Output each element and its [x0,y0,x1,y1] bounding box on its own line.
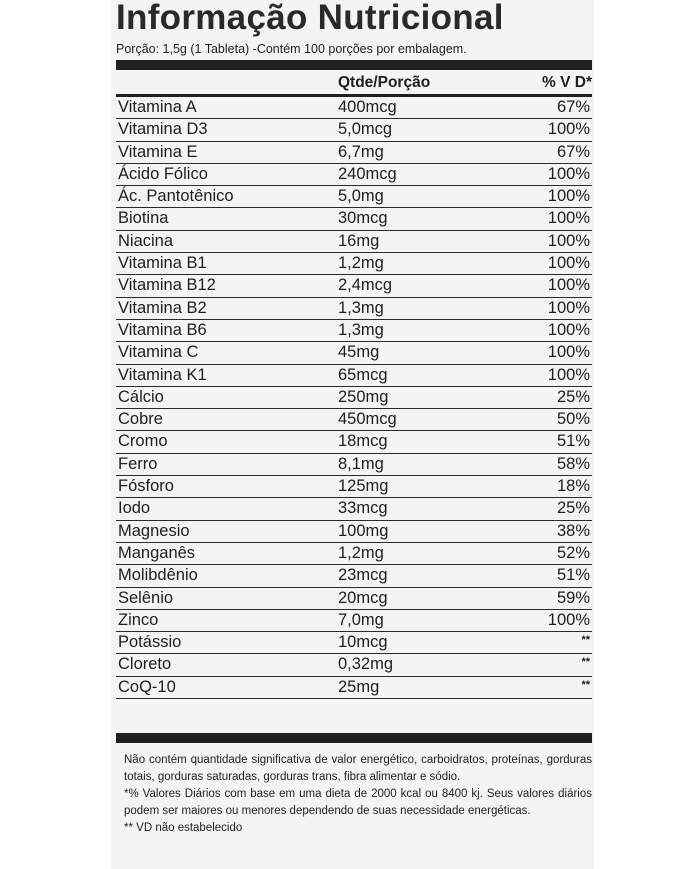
table-row [116,342,592,364]
nutrient-amount: 30mcg [338,209,388,228]
table-row [116,454,592,476]
nutrient-dv: 100% [547,320,590,339]
nutrient-amount: 240mcg [338,164,397,183]
top-divider [116,60,592,70]
nutrient-dv: 100% [547,298,590,317]
table-row [116,119,592,141]
footer-note-not-established: ** VD não estabelecido [124,822,243,834]
nutrient-dv: 25% [556,387,590,406]
nutrient-dv: 100% [547,209,590,228]
nutrient-dv: 100% [547,365,590,384]
nutrient-name: Vitamina B2 [118,298,207,317]
nutrient-dv: 100% [547,164,590,183]
nutrient-dv: 51% [556,566,590,585]
table-row [116,543,592,565]
nutrient-dv: ** [581,656,590,669]
nutrient-amount: 18mcg [338,432,388,451]
nutrient-amount: 2,4mcg [338,276,393,295]
table-row [116,387,592,409]
nutrient-amount: 65mcg [338,365,388,384]
nutrient-amount: 23mcg [338,566,388,585]
table-row [116,476,592,498]
nutrient-name: Vitamina D3 [118,120,208,139]
nutrient-name: Zinco [118,610,159,629]
nutrient-name: Iodo [118,499,151,518]
footer-note-daily-values: *% Valores Diários com base em uma dieta de 2000 kcal ou 8400 kj. Seus valores diários podem ser maiores ou menores dependendo de suas necessidade energéticas. [124,788,592,817]
nutrient-name: Molibdênio [118,566,198,585]
nutrient-dv: 100% [547,254,590,273]
nutrient-amount: 45mg [338,343,380,362]
table-header [116,71,592,97]
nutrient-name: Manganês [118,543,196,562]
nutrient-name: Cálcio [118,387,164,406]
nutrient-dv: 38% [556,521,590,540]
dv-column-header: % V D* [542,74,592,91]
nutrient-name: Niacina [118,231,174,250]
table-row [116,164,592,186]
nutrient-name: Vitamina E [118,142,198,161]
table-row [116,431,592,453]
nutrient-amount: 33mcg [338,499,388,518]
nutrient-amount: 125mg [338,477,389,496]
nutrient-table [116,97,592,699]
nutrient-amount: 5,0mg [338,187,384,206]
table-row [116,298,592,320]
nutrient-name: Vitamina A [118,98,197,116]
table-row [116,365,592,387]
nutrient-amount: 250mg [338,387,389,406]
nutrient-name: Vitamina B1 [118,254,207,273]
table-row [116,186,592,208]
table-row [116,588,592,610]
nutrient-dv: 67% [556,98,590,116]
nutrient-name: Potássio [118,633,182,652]
table-row [116,231,592,253]
nutrient-dv: 52% [556,543,590,562]
nutrient-name: Ác. Pantotênico [118,187,234,206]
nutrient-name: Cromo [118,432,168,451]
nutrient-name: Cobre [118,410,163,429]
table-row [116,654,592,676]
bottom-divider [116,733,592,743]
nutrient-name: Vitamina B12 [118,276,216,295]
nutrient-dv: 67% [556,142,590,161]
nutrient-name: Biotina [118,209,169,228]
nutrient-dv: 51% [556,432,590,451]
nutrient-amount: 7,0mg [338,610,384,629]
nutrient-amount: 1,2mg [338,254,384,273]
table-row [116,97,592,119]
nutrient-amount: 6,7mg [338,142,384,161]
nutrient-dv: 59% [556,588,590,607]
nutrient-amount: 1,3mg [338,298,384,317]
nutrient-name: Fósforo [118,477,174,496]
nutrient-dv: 100% [547,187,590,206]
nutrient-dv: 100% [547,120,590,139]
nutrient-name: Cloreto [118,655,172,674]
nutrient-name: Ferro [118,454,158,473]
nutrient-dv: 58% [556,454,590,473]
table-row [116,320,592,342]
nutrient-dv: 50% [556,410,590,429]
nutrient-dv: 100% [547,231,590,250]
table-row [116,253,592,275]
footer-note-not-significant: Não contém quantidade significativa de valor energético, carboidratos, proteínas, gorduras totais, gorduras saturadas, gorduras trans, fibra alimentar e sódio. [124,754,592,783]
nutrient-dv: 100% [547,276,590,295]
nutrient-amount: 450mcg [338,410,397,429]
table-row [116,610,592,632]
nutrient-dv: 100% [547,343,590,362]
label-title: Informação Nutricional [116,0,504,37]
footer-notes [124,752,592,837]
nutrient-name: CoQ-10 [118,677,176,696]
table-row [116,409,592,431]
nutrient-name: Vitamina K1 [118,365,207,384]
serving-info: Porção: 1,5g (1 Tableta) -Contém 100 porções por embalagem. [116,42,467,56]
nutrient-name: Magnesio [118,521,190,540]
nutrient-amount: 16mg [338,231,380,250]
nutrient-amount: 0,32mg [338,655,394,674]
table-row [116,632,592,654]
nutrient-amount: 25mg [338,677,380,696]
nutrient-dv: ** [581,678,590,691]
nutrient-amount: 10mcg [338,633,388,652]
nutrient-amount: 100mg [338,521,389,540]
nutrient-dv: 18% [556,477,590,496]
nutrient-amount: 20mcg [338,588,388,607]
nutrient-dv: ** [581,634,590,647]
nutrient-name: Selênio [118,588,174,607]
nutrient-dv: 100% [547,610,590,629]
amount-column-header: Qtde/Porção [338,74,431,91]
table-row [116,677,592,699]
nutrient-name: Ácido Fólico [118,164,208,183]
table-row [116,208,592,230]
table-row [116,275,592,297]
nutrient-name: Vitamina B6 [118,320,207,339]
nutrient-name: Vitamina C [118,343,199,362]
nutrient-amount: 400mcg [338,98,397,116]
nutrient-amount: 1,3mg [338,320,384,339]
table-row [116,498,592,520]
table-row [116,565,592,587]
nutrient-dv: 25% [556,499,590,518]
table-row [116,142,592,164]
table-row [116,521,592,543]
nutrient-amount: 5,0mcg [338,120,393,139]
nutrient-amount: 1,2mg [338,543,384,562]
nutrient-amount: 8,1mg [338,454,384,473]
